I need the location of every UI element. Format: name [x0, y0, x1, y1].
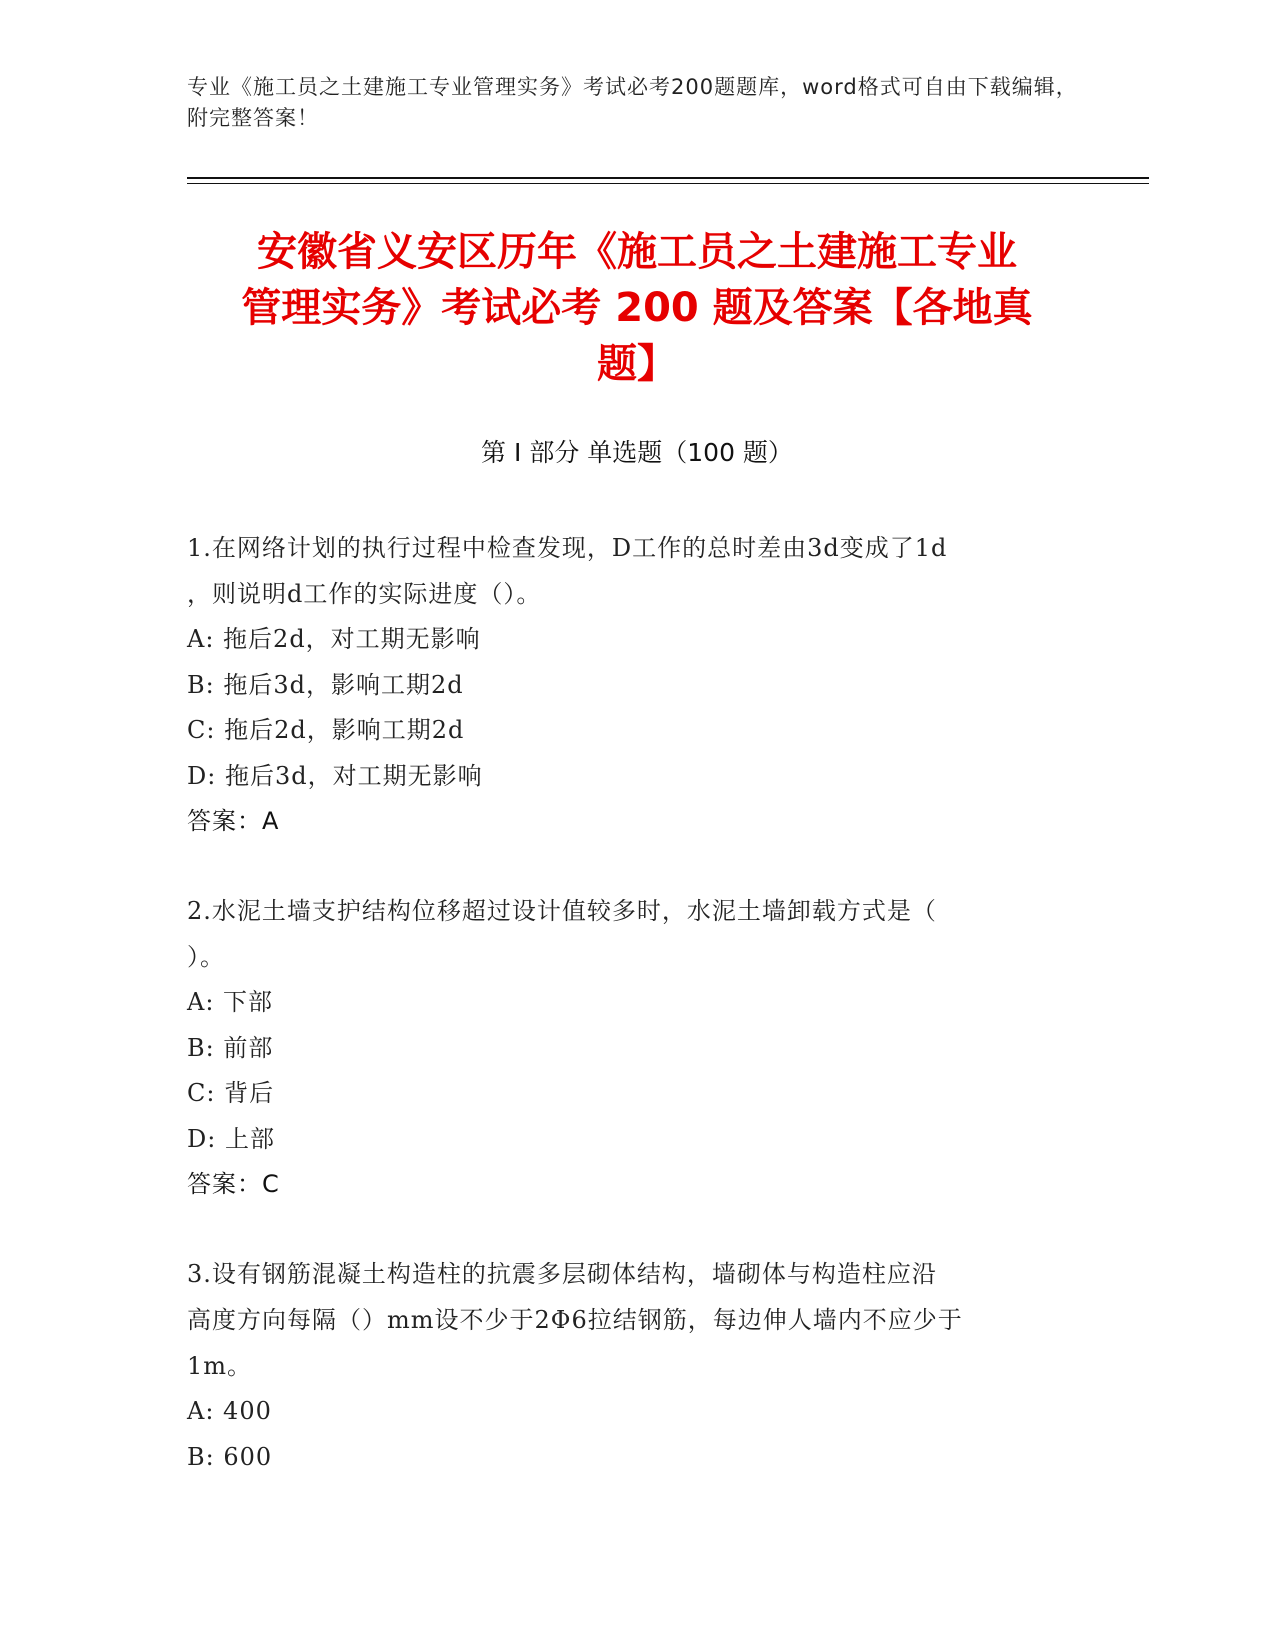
option-b: B: 前部	[187, 1033, 274, 1062]
option-b: B: 拖后3d，影响工期2d	[187, 670, 464, 699]
option-a: A: 下部	[187, 988, 274, 1016]
question-3	[187, 1251, 1087, 1480]
question-stem-line: 高度方向每隔（）mm设不少于2Φ6拉结钢筋，每边伸人墙内不应少于	[187, 1306, 963, 1334]
option-a: A: 拖后2d，对工期无影响	[187, 625, 481, 653]
answer-line: 答案：C	[187, 1170, 280, 1198]
option-a: A: 400	[187, 1397, 272, 1425]
question-stem-line: ）。	[187, 943, 225, 971]
option-d: D: 上部	[187, 1124, 275, 1153]
option-c: C: 背后	[187, 1079, 275, 1107]
answer-line: 答案：A	[187, 807, 280, 835]
title-line-3: 题】	[597, 341, 677, 387]
header-note: 专业《施工员之土建施工专业管理实务》考试必考200题题库，word格式可自由下载编辑，附完整答案！	[187, 75, 1078, 130]
question-1	[187, 525, 1087, 845]
question-stem-line: 1.在网络计划的执行过程中检查发现，D工作的总时差由3d变成了1d	[187, 534, 948, 562]
question-2	[187, 888, 1087, 1208]
option-b: B: 600	[187, 1442, 273, 1471]
header-divider-thick	[187, 177, 1149, 179]
title-line-2: 管理实务》考试必考 200 题及答案【各地真	[241, 285, 1033, 331]
question-stem-line: ，则说明d工作的实际进度（）。	[187, 580, 542, 608]
option-c: C: 拖后2d，影响工期2d	[187, 716, 465, 744]
option-d: D: 拖后3d，对工期无影响	[187, 761, 483, 790]
document-title	[187, 224, 1087, 392]
title-line-1: 安徽省义安区历年《施工员之土建施工专业	[257, 229, 1017, 275]
question-stem-line: 3.设有钢筋混凝土构造柱的抗震多层砌体结构，墙砌体与构造柱应沿	[187, 1260, 937, 1288]
section-heading: 第 I 部分 单选题（100 题）	[481, 438, 793, 467]
header-divider-thin	[187, 183, 1149, 184]
question-stem-line: 2.水泥土墙支护结构位移超过设计值较多时，水泥土墙卸载方式是（	[187, 897, 937, 925]
question-stem-line: 1m。	[187, 1352, 253, 1380]
